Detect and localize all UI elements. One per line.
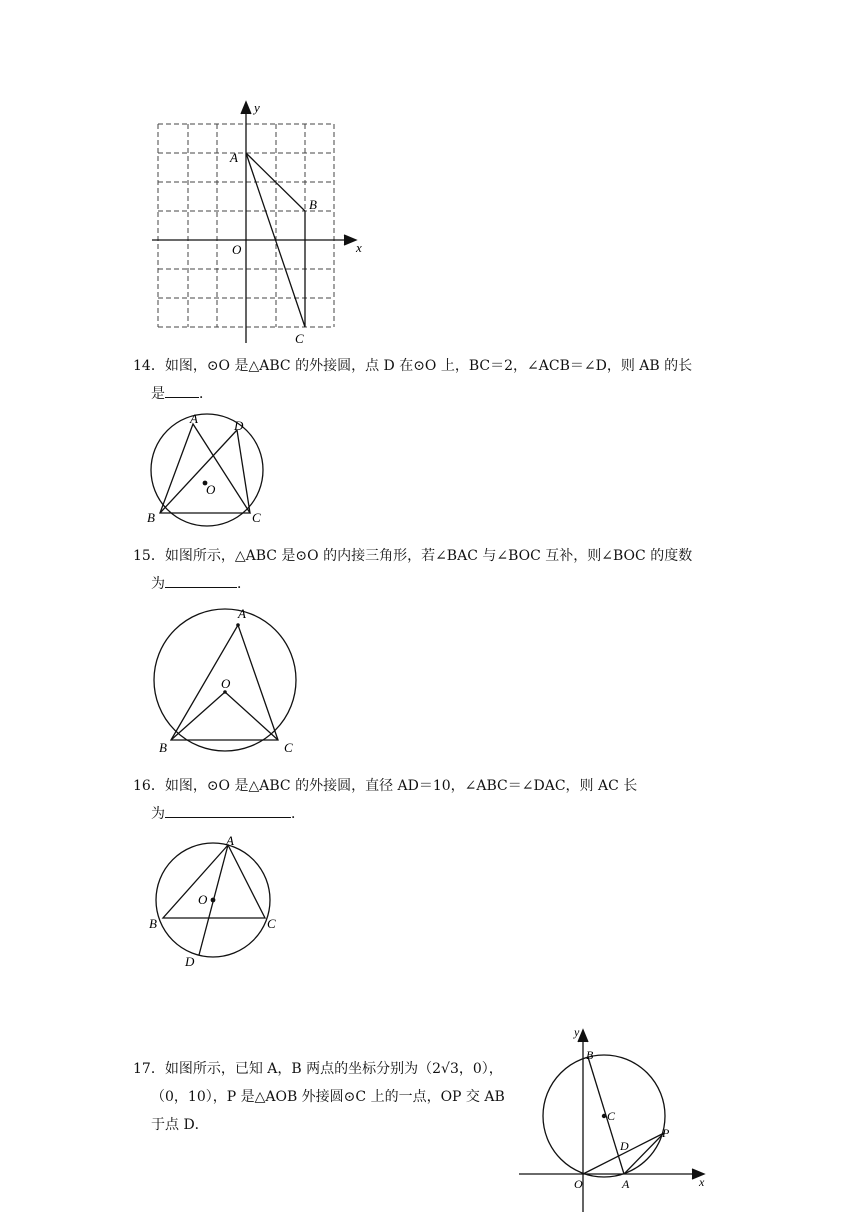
point-c-label: C [295,331,304,346]
answer-blank[interactable] [165,803,291,818]
question-text-cont: 为 [151,576,165,592]
point-b-label: B [147,510,155,525]
point-d-label: D [185,954,195,969]
question-text: 如图，⊙O 是△ABC 的外接圆，点 D 在⊙O 上，BC＝2，∠ACB＝∠D，则 AB 的长 [164,358,693,374]
question-15 [133,542,692,598]
point-d-label: D [620,1139,629,1153]
period: ． [199,386,213,402]
origin-label: O [574,1177,583,1191]
point-b-label: B [309,197,317,212]
y-axis-label: y [574,1025,580,1039]
question-text: 如图所示，△ABC 是⊙O 的内接三角形，若∠BAC 与∠BOC 互补，则∠BOC 的度数 [164,548,693,564]
question-16 [133,772,637,828]
point-p-label: P [662,1126,670,1140]
center-o-label: O [198,892,208,907]
point-a-label: A [238,606,246,621]
question-number: 15． [133,548,165,564]
x-axis-label: x [356,240,362,255]
question-text-cont: 是 [151,386,165,402]
period: ． [237,576,251,592]
origin-label: O [232,242,242,257]
answer-blank[interactable] [165,573,237,588]
period: ． [291,806,305,822]
x-axis-label: x [699,1175,705,1189]
point-b-label: B [149,916,157,931]
point-b-label: B [586,1048,594,1062]
circle-figure-14 [140,410,280,535]
question-text-cont: 于点 D． [151,1117,209,1133]
center-o-label: O [221,676,231,691]
point-c-label: C [284,740,293,755]
question-14 [133,352,692,408]
question-17 [133,1055,505,1139]
y-axis-label: y [254,100,260,115]
point-c-label: C [267,916,276,931]
question-number: 17． [133,1061,165,1077]
point-d-label: D [234,418,244,433]
point-a-label: A [622,1177,630,1191]
circle-figure-15 [145,600,310,760]
grid-triangle-figure [140,95,370,355]
question-text: 如图，⊙O 是△ABC 的外接圆，直径 AD＝10，∠ABC＝∠DAC，则 AC 长 [164,778,638,794]
question-text: 如图所示，已知 A，B 两点的坐标分别为（2√3，0）， [164,1061,503,1077]
point-a-label: A [226,833,234,848]
question-number: 16． [133,778,165,794]
point-a-label: A [190,411,198,426]
center-o-label: O [206,482,216,497]
point-a-label: A [230,150,238,165]
question-number: 14． [133,358,165,374]
question-text-cont: 为 [151,806,165,822]
answer-blank[interactable] [165,383,199,398]
circle-figure-16 [140,830,285,970]
point-c-label: C [252,510,261,525]
point-b-label: B [159,740,167,755]
question-text-cont: （0，10），P 是△AOB 外接圆⊙C 上的一点，OP 交 AB [151,1089,505,1105]
center-c-label: C [607,1109,616,1123]
coordinate-circle-figure-17 [510,1018,720,1214]
